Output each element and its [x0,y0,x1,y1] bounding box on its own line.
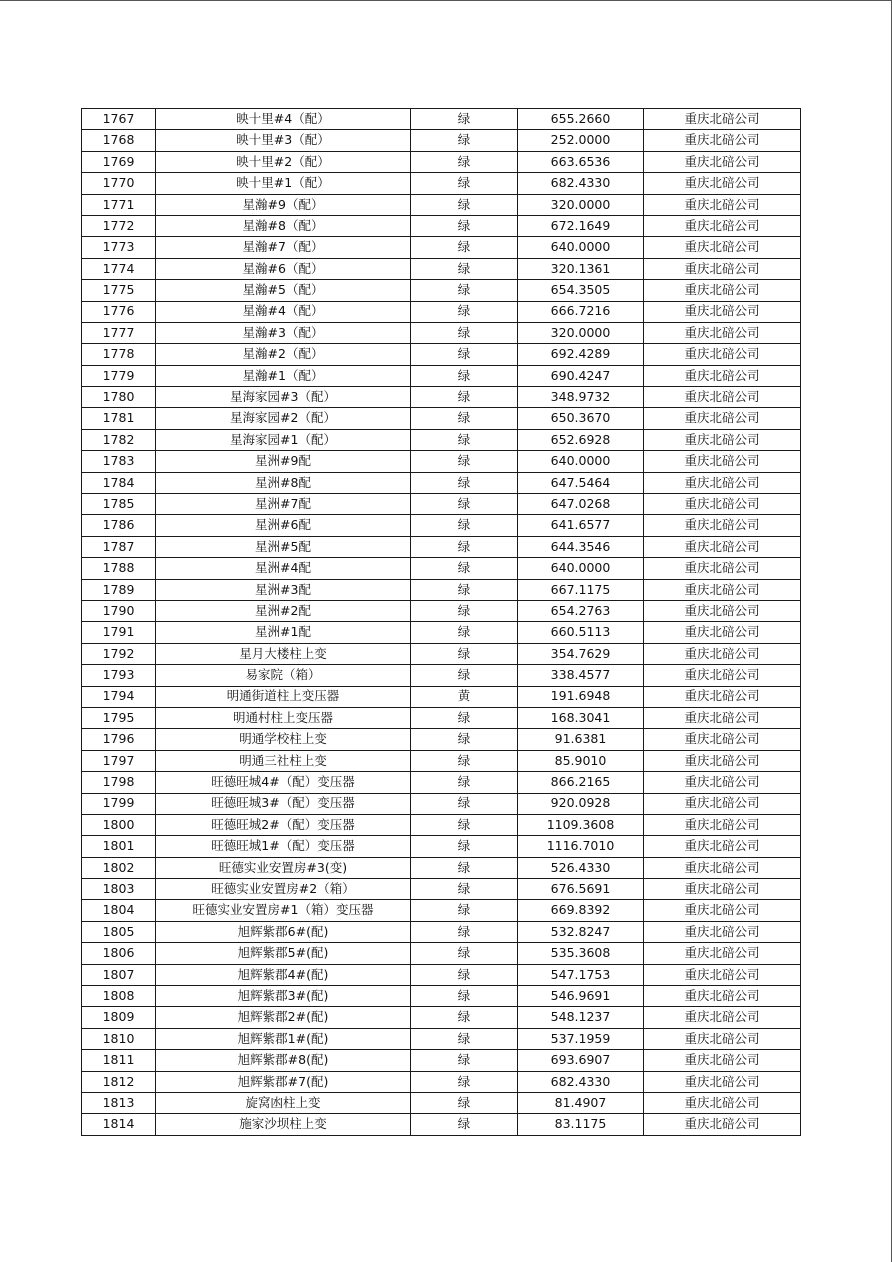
row-number-cell: 1770 [82,173,156,194]
value-cell: 168.3041 [518,707,644,728]
company-cell: 重庆北碚公司 [644,1007,801,1028]
row-number-cell: 1774 [82,258,156,279]
transformer-name-cell: 旭辉紫郡2#(配) [156,1007,411,1028]
value-cell: 526.4330 [518,857,644,878]
table-body [82,109,801,1136]
transformer-name-cell: 旋窝凼柱上变 [156,1092,411,1113]
company-cell: 重庆北碚公司 [644,986,801,1007]
company-cell: 重庆北碚公司 [644,729,801,750]
table-row [82,793,801,814]
table-row [82,536,801,557]
company-cell: 重庆北碚公司 [644,173,801,194]
row-number-cell: 1793 [82,665,156,686]
table-row [82,494,801,515]
table-row [82,558,801,579]
row-number-cell: 1785 [82,494,156,515]
status-color-cell: 绿 [411,943,518,964]
company-cell: 重庆北碚公司 [644,772,801,793]
company-cell: 重庆北碚公司 [644,1071,801,1092]
transformer-name-cell: 旺德旺城4#（配）变压器 [156,772,411,793]
company-cell: 重庆北碚公司 [644,472,801,493]
transformer-name-cell: 旭辉紫郡4#(配) [156,964,411,985]
transformer-name-cell: 旺德实业安置房#3(变) [156,857,411,878]
company-cell: 重庆北碚公司 [644,665,801,686]
status-color-cell: 绿 [411,879,518,900]
company-cell: 重庆北碚公司 [644,151,801,172]
row-number-cell: 1771 [82,194,156,215]
value-cell: 191.6948 [518,686,644,707]
company-cell: 重庆北碚公司 [644,643,801,664]
row-number-cell: 1794 [82,686,156,707]
company-cell: 重庆北碚公司 [644,793,801,814]
status-color-cell: 绿 [411,494,518,515]
row-number-cell: 1775 [82,280,156,301]
company-cell: 重庆北碚公司 [644,622,801,643]
value-cell: 640.0000 [518,237,644,258]
transformer-name-cell: 易家院（箱） [156,665,411,686]
table-row [82,151,801,172]
row-number-cell: 1773 [82,237,156,258]
transformer-name-cell: 星瀚#8（配） [156,215,411,236]
transformer-name-cell: 明通学校柱上变 [156,729,411,750]
table-row [82,600,801,621]
status-color-cell: 绿 [411,1050,518,1071]
status-color-cell: 绿 [411,258,518,279]
table-row [82,900,801,921]
table-row [82,451,801,472]
status-color-cell: 绿 [411,194,518,215]
row-number-cell: 1801 [82,836,156,857]
status-color-cell: 绿 [411,921,518,942]
table-row [82,344,801,365]
company-cell: 重庆北碚公司 [644,857,801,878]
row-number-cell: 1804 [82,900,156,921]
value-cell: 1116.7010 [518,836,644,857]
table-row [82,472,801,493]
value-cell: 252.0000 [518,130,644,151]
row-number-cell: 1809 [82,1007,156,1028]
company-cell: 重庆北碚公司 [644,408,801,429]
value-cell: 866.2165 [518,772,644,793]
company-cell: 重庆北碚公司 [644,750,801,771]
table-row [82,1007,801,1028]
company-cell: 重庆北碚公司 [644,344,801,365]
status-color-cell: 绿 [411,707,518,728]
value-cell: 547.1753 [518,964,644,985]
value-cell: 654.3505 [518,280,644,301]
transformer-name-cell: 星洲#3配 [156,579,411,600]
row-number-cell: 1812 [82,1071,156,1092]
value-cell: 667.1175 [518,579,644,600]
transformer-name-cell: 旺德旺城2#（配）变压器 [156,814,411,835]
company-cell: 重庆北碚公司 [644,879,801,900]
table-row [82,130,801,151]
company-cell: 重庆北碚公司 [644,322,801,343]
row-number-cell: 1781 [82,408,156,429]
table-row [82,943,801,964]
transformer-name-cell: 旭辉紫郡#8(配) [156,1050,411,1071]
status-color-cell: 绿 [411,536,518,557]
row-number-cell: 1811 [82,1050,156,1071]
row-number-cell: 1772 [82,215,156,236]
status-color-cell: 绿 [411,109,518,130]
value-cell: 652.6928 [518,429,644,450]
row-number-cell: 1814 [82,1114,156,1135]
table-row [82,237,801,258]
company-cell: 重庆北碚公司 [644,451,801,472]
data-table [81,108,801,1136]
transformer-name-cell: 旭辉紫郡#7(配) [156,1071,411,1092]
table-row [82,857,801,878]
transformer-name-cell: 旭辉紫郡6#(配) [156,921,411,942]
company-cell: 重庆北碚公司 [644,301,801,322]
transformer-name-cell: 星洲#9配 [156,451,411,472]
transformer-name-cell: 映十里#1（配） [156,173,411,194]
company-cell: 重庆北碚公司 [644,600,801,621]
value-cell: 640.0000 [518,451,644,472]
status-color-cell: 绿 [411,964,518,985]
company-cell: 重庆北碚公司 [644,258,801,279]
status-color-cell: 绿 [411,1114,518,1135]
status-color-cell: 绿 [411,793,518,814]
company-cell: 重庆北碚公司 [644,964,801,985]
row-number-cell: 1768 [82,130,156,151]
company-cell: 重庆北碚公司 [644,515,801,536]
transformer-name-cell: 星洲#8配 [156,472,411,493]
value-cell: 641.6577 [518,515,644,536]
table-row [82,643,801,664]
value-cell: 546.9691 [518,986,644,1007]
table-row [82,964,801,985]
value-cell: 647.0268 [518,494,644,515]
transformer-name-cell: 明通村柱上变压器 [156,707,411,728]
status-color-cell: 绿 [411,579,518,600]
status-color-cell: 绿 [411,130,518,151]
table-row [82,750,801,771]
transformer-name-cell: 旺德旺城3#（配）变压器 [156,793,411,814]
value-cell: 85.9010 [518,750,644,771]
status-color-cell: 绿 [411,173,518,194]
table-row [82,1028,801,1049]
transformer-name-cell: 映十里#3（配） [156,130,411,151]
company-cell: 重庆北碚公司 [644,900,801,921]
value-cell: 354.7629 [518,643,644,664]
row-number-cell: 1795 [82,707,156,728]
transformer-name-cell: 星月大楼柱上变 [156,643,411,664]
table-row [82,986,801,1007]
table-row [82,301,801,322]
company-cell: 重庆北碚公司 [644,1028,801,1049]
table-row [82,194,801,215]
table-row [82,173,801,194]
value-cell: 682.4330 [518,173,644,194]
status-color-cell: 绿 [411,836,518,857]
transformer-name-cell: 旭辉紫郡5#(配) [156,943,411,964]
transformer-name-cell: 旭辉紫郡1#(配) [156,1028,411,1049]
status-color-cell: 绿 [411,772,518,793]
row-number-cell: 1796 [82,729,156,750]
row-number-cell: 1798 [82,772,156,793]
table-row [82,879,801,900]
row-number-cell: 1767 [82,109,156,130]
value-cell: 644.3546 [518,536,644,557]
row-number-cell: 1776 [82,301,156,322]
row-number-cell: 1788 [82,558,156,579]
status-color-cell: 绿 [411,237,518,258]
value-cell: 1109.3608 [518,814,644,835]
value-cell: 672.1649 [518,215,644,236]
transformer-name-cell: 星瀚#5（配） [156,280,411,301]
company-cell: 重庆北碚公司 [644,814,801,835]
row-number-cell: 1783 [82,451,156,472]
value-cell: 663.6536 [518,151,644,172]
value-cell: 537.1959 [518,1028,644,1049]
status-color-cell: 绿 [411,322,518,343]
status-color-cell: 绿 [411,857,518,878]
table-row [82,109,801,130]
company-cell: 重庆北碚公司 [644,494,801,515]
transformer-name-cell: 旭辉紫郡3#(配) [156,986,411,1007]
table-row [82,1114,801,1135]
table-row [82,1071,801,1092]
value-cell: 83.1175 [518,1114,644,1135]
status-color-cell: 绿 [411,408,518,429]
company-cell: 重庆北碚公司 [644,686,801,707]
transformer-name-cell: 星瀚#1（配） [156,365,411,386]
status-color-cell: 绿 [411,643,518,664]
value-cell: 693.6907 [518,1050,644,1071]
status-color-cell: 绿 [411,558,518,579]
transformer-name-cell: 映十里#4（配） [156,109,411,130]
row-number-cell: 1787 [82,536,156,557]
company-cell: 重庆北碚公司 [644,215,801,236]
table-row [82,707,801,728]
transformer-name-cell: 星瀚#2（配） [156,344,411,365]
row-number-cell: 1802 [82,857,156,878]
company-cell: 重庆北碚公司 [644,387,801,408]
row-number-cell: 1789 [82,579,156,600]
company-cell: 重庆北碚公司 [644,558,801,579]
transformer-name-cell: 星瀚#7（配） [156,237,411,258]
row-number-cell: 1799 [82,793,156,814]
row-number-cell: 1800 [82,814,156,835]
value-cell: 682.4330 [518,1071,644,1092]
table-row [82,215,801,236]
transformer-name-cell: 星洲#4配 [156,558,411,579]
company-cell: 重庆北碚公司 [644,579,801,600]
value-cell: 690.4247 [518,365,644,386]
company-cell: 重庆北碚公司 [644,429,801,450]
transformer-name-cell: 星海家园#1（配） [156,429,411,450]
value-cell: 654.2763 [518,600,644,621]
value-cell: 535.3608 [518,943,644,964]
company-cell: 重庆北碚公司 [644,536,801,557]
value-cell: 650.3670 [518,408,644,429]
value-cell: 676.5691 [518,879,644,900]
table-row [82,258,801,279]
company-cell: 重庆北碚公司 [644,921,801,942]
row-number-cell: 1808 [82,986,156,1007]
transformer-name-cell: 星洲#2配 [156,600,411,621]
status-color-cell: 绿 [411,280,518,301]
transformer-name-cell: 星瀚#3（配） [156,322,411,343]
transformer-name-cell: 星洲#1配 [156,622,411,643]
company-cell: 重庆北碚公司 [644,109,801,130]
value-cell: 81.4907 [518,1092,644,1113]
transformer-name-cell: 星瀚#6（配） [156,258,411,279]
table-row [82,1092,801,1113]
table-row [82,921,801,942]
status-color-cell: 绿 [411,301,518,322]
value-cell: 320.0000 [518,322,644,343]
status-color-cell: 绿 [411,429,518,450]
status-color-cell: 绿 [411,344,518,365]
status-color-cell: 绿 [411,151,518,172]
transformer-name-cell: 映十里#2（配） [156,151,411,172]
status-color-cell: 绿 [411,986,518,1007]
table-row [82,322,801,343]
company-cell: 重庆北碚公司 [644,1092,801,1113]
status-color-cell: 绿 [411,750,518,771]
value-cell: 920.0928 [518,793,644,814]
status-color-cell: 绿 [411,1092,518,1113]
value-cell: 91.6381 [518,729,644,750]
transformer-name-cell: 星洲#7配 [156,494,411,515]
value-cell: 660.5113 [518,622,644,643]
table-row [82,579,801,600]
table-row [82,836,801,857]
table-row [82,429,801,450]
transformer-name-cell: 明通街道柱上变压器 [156,686,411,707]
company-cell: 重庆北碚公司 [644,130,801,151]
row-number-cell: 1810 [82,1028,156,1049]
row-number-cell: 1806 [82,943,156,964]
company-cell: 重庆北碚公司 [644,707,801,728]
status-color-cell: 绿 [411,387,518,408]
table-row [82,622,801,643]
status-color-cell: 绿 [411,665,518,686]
table-row [82,365,801,386]
row-number-cell: 1803 [82,879,156,900]
value-cell: 655.2660 [518,109,644,130]
row-number-cell: 1780 [82,387,156,408]
value-cell: 338.4577 [518,665,644,686]
value-cell: 532.8247 [518,921,644,942]
row-number-cell: 1782 [82,429,156,450]
row-number-cell: 1786 [82,515,156,536]
company-cell: 重庆北碚公司 [644,836,801,857]
company-cell: 重庆北碚公司 [644,1050,801,1071]
status-color-cell: 绿 [411,1028,518,1049]
table-row [82,387,801,408]
status-color-cell: 绿 [411,472,518,493]
transformer-name-cell: 星海家园#3（配） [156,387,411,408]
status-color-cell: 绿 [411,451,518,472]
status-color-cell: 绿 [411,365,518,386]
table-row [82,729,801,750]
row-number-cell: 1792 [82,643,156,664]
status-color-cell: 绿 [411,1071,518,1092]
row-number-cell: 1779 [82,365,156,386]
row-number-cell: 1807 [82,964,156,985]
transformer-name-cell: 旺德实业安置房#1（箱）变压器 [156,900,411,921]
company-cell: 重庆北碚公司 [644,1114,801,1135]
row-number-cell: 1790 [82,600,156,621]
status-color-cell: 绿 [411,515,518,536]
transformer-name-cell: 星海家园#2（配） [156,408,411,429]
row-number-cell: 1797 [82,750,156,771]
value-cell: 692.4289 [518,344,644,365]
table-row [82,665,801,686]
value-cell: 320.1361 [518,258,644,279]
company-cell: 重庆北碚公司 [644,194,801,215]
row-number-cell: 1769 [82,151,156,172]
value-cell: 666.7216 [518,301,644,322]
table-row [82,814,801,835]
row-number-cell: 1813 [82,1092,156,1113]
status-color-cell: 绿 [411,900,518,921]
table-row [82,686,801,707]
status-color-cell: 绿 [411,1007,518,1028]
transformer-name-cell: 旺德旺城1#（配）变压器 [156,836,411,857]
transformer-name-cell: 旺德实业安置房#2（箱） [156,879,411,900]
company-cell: 重庆北碚公司 [644,280,801,301]
table-row [82,1050,801,1071]
status-color-cell: 绿 [411,729,518,750]
row-number-cell: 1784 [82,472,156,493]
table-row [82,772,801,793]
value-cell: 548.1237 [518,1007,644,1028]
value-cell: 669.8392 [518,900,644,921]
value-cell: 348.9732 [518,387,644,408]
transformer-name-cell: 明通三社柱上变 [156,750,411,771]
value-cell: 640.0000 [518,558,644,579]
value-cell: 647.5464 [518,472,644,493]
row-number-cell: 1777 [82,322,156,343]
transformer-name-cell: 施家沙坝柱上变 [156,1114,411,1135]
row-number-cell: 1805 [82,921,156,942]
value-cell: 320.0000 [518,194,644,215]
status-color-cell: 绿 [411,814,518,835]
row-number-cell: 1791 [82,622,156,643]
company-cell: 重庆北碚公司 [644,365,801,386]
row-number-cell: 1778 [82,344,156,365]
status-color-cell: 绿 [411,215,518,236]
table-row [82,408,801,429]
status-color-cell: 黄 [411,686,518,707]
status-color-cell: 绿 [411,622,518,643]
status-color-cell: 绿 [411,600,518,621]
transformer-name-cell: 星瀚#4（配） [156,301,411,322]
page-top-border [0,0,892,1]
table-row [82,515,801,536]
company-cell: 重庆北碚公司 [644,237,801,258]
transformer-name-cell: 星洲#6配 [156,515,411,536]
transformer-name-cell: 星瀚#9（配） [156,194,411,215]
transformer-name-cell: 星洲#5配 [156,536,411,557]
company-cell: 重庆北碚公司 [644,943,801,964]
table-row [82,280,801,301]
